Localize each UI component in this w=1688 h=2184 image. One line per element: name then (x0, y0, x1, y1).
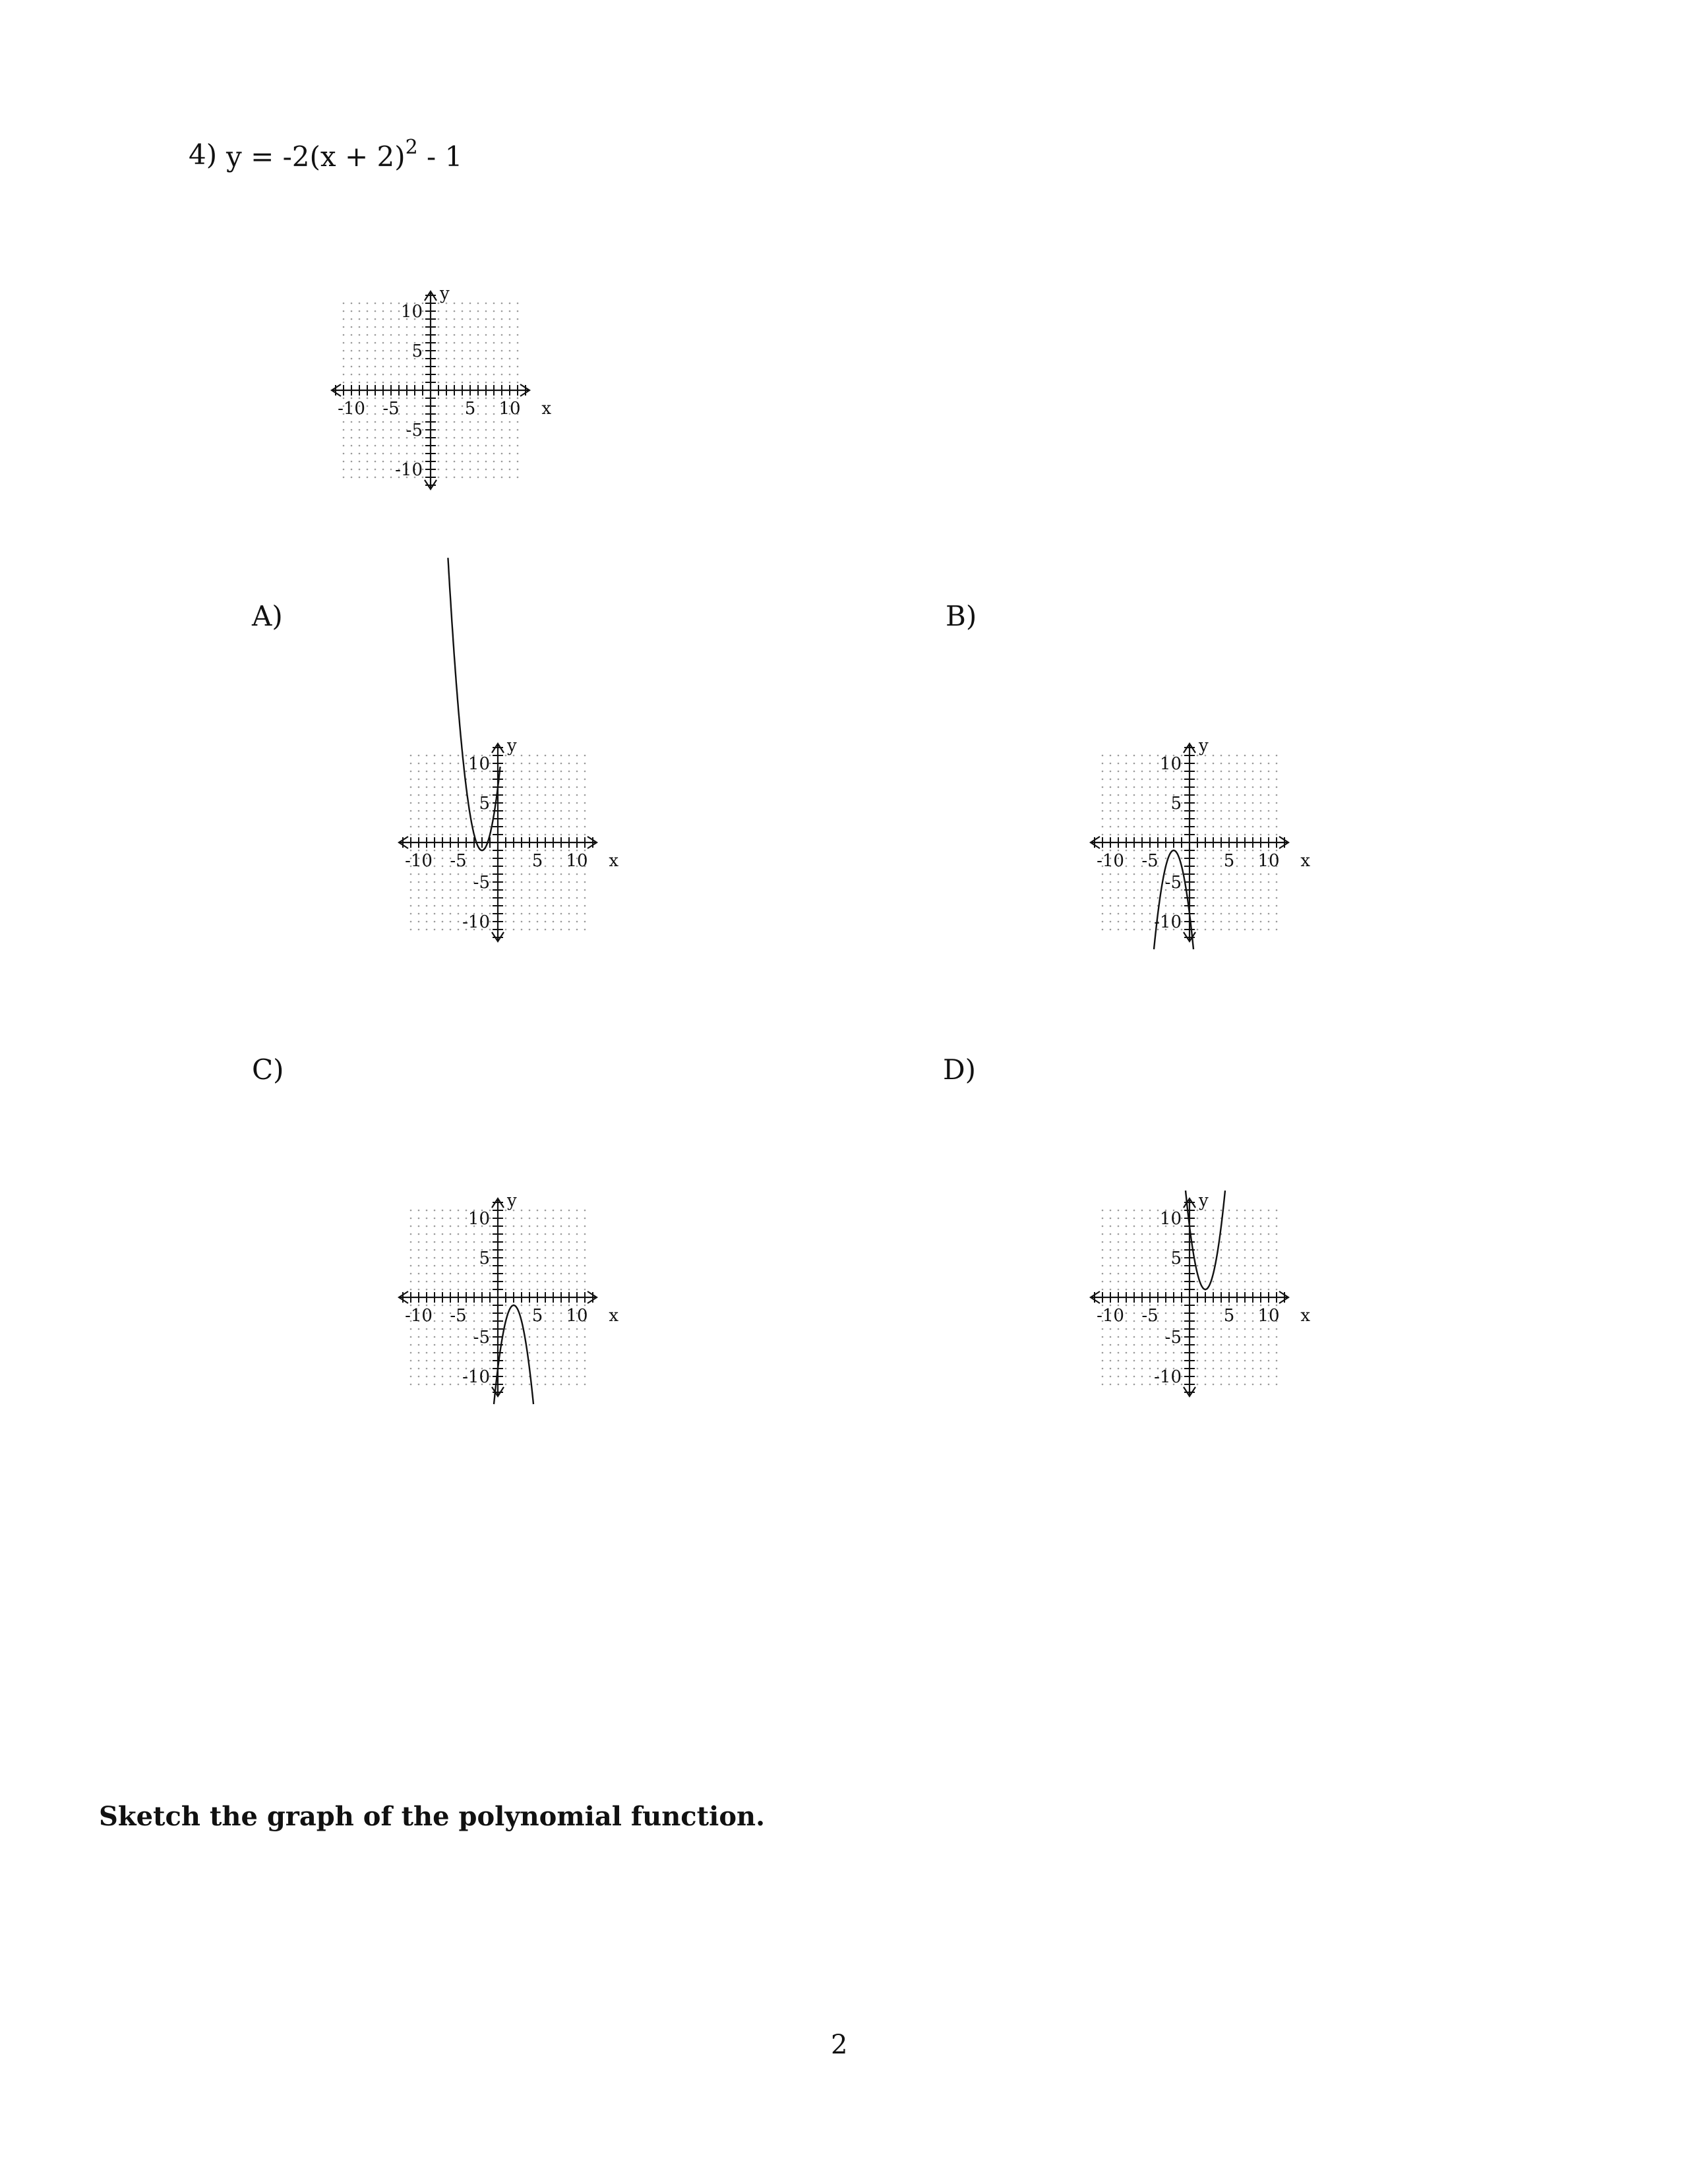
y-axis-label: y (440, 283, 450, 304)
x-tick-label: -10 (1097, 1306, 1124, 1326)
x-tick-label: 5 (464, 399, 476, 419)
choice-b-label[interactable]: B) (946, 600, 977, 632)
x-axis-label: x (609, 1306, 619, 1326)
x-tick-label: -5 (1141, 1306, 1159, 1326)
y-tick-label: -10 (395, 460, 423, 480)
instruction-text: Sketch the graph of the polynomial function. (99, 1801, 765, 1832)
x-axis-label: x (609, 851, 619, 871)
x-tick-label: -10 (1097, 851, 1124, 871)
y-axis-label: y (507, 736, 517, 756)
x-axis-label: x (1300, 1306, 1311, 1326)
x-axis-label: x (541, 399, 552, 419)
parabola-curve (494, 1305, 533, 1404)
x-tick-label: -5 (382, 399, 400, 419)
x-tick-label: -5 (1141, 851, 1159, 871)
y-tick-label: 5 (479, 794, 490, 813)
y-tick-label: -5 (473, 873, 490, 893)
equation-suffix: - 1 (417, 140, 463, 173)
choice-c-graph[interactable] (272, 1088, 724, 1549)
y-tick-label: 10 (1159, 754, 1182, 774)
x-tick-label: 10 (566, 1306, 588, 1326)
y-tick-label: 5 (411, 341, 423, 361)
x-tick-label: 10 (566, 851, 588, 871)
x-tick-label: 5 (1223, 1306, 1235, 1326)
x-tick-label: -10 (405, 1306, 433, 1326)
y-tick-label: -10 (1154, 912, 1182, 932)
y-tick-label: 10 (467, 754, 490, 774)
x-axis-label: x (1300, 851, 1311, 871)
equation-exponent: 2 (405, 136, 418, 159)
y-tick-label: 10 (1159, 1209, 1182, 1229)
x-tick-label: -10 (338, 399, 365, 419)
equation-prefix: y = -2(x + 2) (226, 140, 406, 173)
y-tick-label: -10 (1154, 1367, 1182, 1387)
y-tick-label: -5 (1164, 1328, 1182, 1347)
choice-c-label[interactable]: C) (252, 1053, 284, 1086)
y-tick-label: 10 (400, 302, 423, 322)
parabola-curve (1154, 850, 1193, 949)
y-axis-label: y (1199, 1191, 1209, 1211)
choice-a-label[interactable]: A) (252, 600, 283, 632)
y-tick-label: 5 (1170, 794, 1182, 813)
page-number: 2 (831, 2030, 848, 2060)
x-tick-label: 10 (498, 399, 521, 419)
x-tick-label: 5 (1223, 851, 1235, 871)
x-tick-label: -10 (405, 851, 433, 871)
question-graph (204, 181, 657, 642)
choice-d-label[interactable]: D) (943, 1053, 977, 1086)
y-tick-label: -5 (406, 421, 423, 440)
y-axis-label: y (507, 1191, 517, 1211)
x-tick-label: -5 (450, 1306, 467, 1326)
y-tick-label: 10 (467, 1209, 490, 1229)
y-tick-label: 5 (1170, 1249, 1182, 1268)
y-axis-label: y (1199, 736, 1209, 756)
x-tick-label: 5 (531, 1306, 543, 1326)
y-tick-label: 5 (479, 1249, 490, 1268)
question-equation (226, 138, 462, 173)
y-tick-label: -10 (462, 912, 490, 932)
y-tick-label: -5 (473, 1328, 490, 1347)
choice-a-graph[interactable] (272, 633, 724, 1094)
y-tick-label: -10 (462, 1367, 490, 1387)
choice-d-graph[interactable] (963, 1088, 1416, 1549)
question-number: 4) (189, 138, 218, 171)
x-tick-label: 10 (1257, 1306, 1280, 1326)
choice-b-graph[interactable] (963, 633, 1416, 1094)
x-tick-label: 10 (1257, 851, 1280, 871)
x-tick-label: 5 (531, 851, 543, 871)
y-tick-label: -5 (1164, 873, 1182, 893)
x-tick-label: -5 (450, 851, 467, 871)
